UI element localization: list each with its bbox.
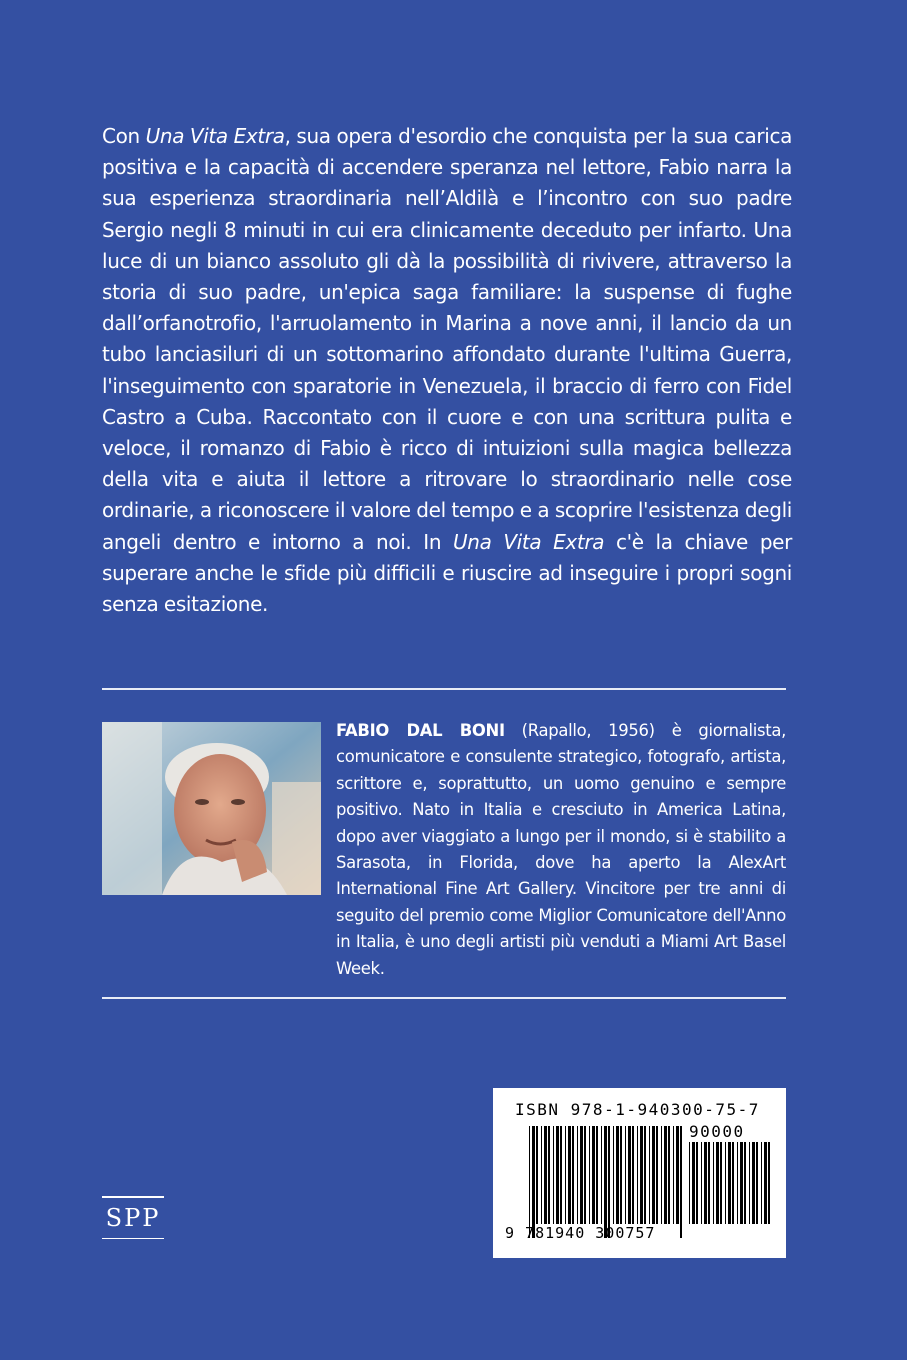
book-blurb xyxy=(102,121,792,620)
barcode-bar xyxy=(529,1126,530,1238)
isbn-label: ISBN 978-1-940300-75-7 xyxy=(515,1100,760,1119)
publisher-logo xyxy=(102,1196,164,1239)
barcode-bar xyxy=(532,1126,535,1238)
price-code: 90000 xyxy=(689,1122,745,1141)
ean-barcode xyxy=(529,1126,683,1238)
barcode-bar xyxy=(701,1142,702,1224)
divider-top xyxy=(102,688,786,690)
barcode-bar xyxy=(768,1142,770,1224)
barcode-bar xyxy=(644,1126,646,1224)
barcode-bar xyxy=(556,1126,559,1224)
author-bio-text: (Rapallo, 1956) è giornalista, comunicatore e consulente strategico, fotografo, artista, scrittore e, soprattutto, un uomo genuino e sempre positivo. Nato in Italia e cresciuto in America Latina, dopo aver viaggiato a lungo per il mondo, si è stabilito a Sarasota, in Florida, dove ha aperto la AlexArt International Fine Art Gallery. Vincitore per tre anni di seguito del premio come Miglior Comunicatore dell'Anno in Italia, è uno degli artisti più venduti a Miami Art Basel Week. xyxy=(336,721,786,978)
barcode-bar xyxy=(592,1126,595,1224)
barcode-bar xyxy=(604,1126,607,1238)
barcode-bar xyxy=(661,1126,662,1224)
barcode-bar xyxy=(628,1126,631,1224)
barcode-bar xyxy=(744,1142,746,1224)
divider-bottom xyxy=(102,997,786,999)
barcode-bar xyxy=(541,1126,542,1224)
isbn-barcode-box xyxy=(493,1088,786,1258)
blurb-text-end: c'è la chiave per superare anche le sfide più difficili e riuscire ad inseguire i propri sogni senza esitazione. xyxy=(102,529,792,617)
blurb-book-title-repeat: Una Vita Extra xyxy=(452,529,605,554)
barcode-bar xyxy=(749,1142,750,1224)
barcode-bar xyxy=(572,1126,574,1224)
barcode-bar xyxy=(752,1142,755,1224)
barcode-bar xyxy=(680,1126,682,1238)
barcode-bar xyxy=(544,1126,547,1224)
barcode-bar xyxy=(652,1126,655,1224)
barcode-bar xyxy=(620,1126,622,1224)
barcode-bar xyxy=(696,1142,698,1224)
ean-digits: 9 781940 300757 xyxy=(505,1224,656,1242)
barcode-bar xyxy=(565,1126,566,1224)
barcode-bar xyxy=(568,1126,571,1224)
barcode-bar xyxy=(596,1126,598,1224)
barcode-bar xyxy=(668,1126,670,1224)
author-name: FABIO DAL BONI xyxy=(336,721,505,740)
barcode-bar xyxy=(553,1126,554,1224)
barcode-bar xyxy=(716,1142,719,1224)
barcode-bar xyxy=(640,1126,643,1224)
author-photo xyxy=(102,722,321,895)
barcode-bar xyxy=(673,1126,674,1224)
barcode-bar xyxy=(708,1142,710,1224)
barcode-bar xyxy=(637,1126,638,1224)
barcode-bar xyxy=(740,1142,743,1224)
logo-line-bottom xyxy=(102,1238,164,1240)
barcode-bar xyxy=(764,1142,767,1224)
barcode-bar xyxy=(704,1142,707,1224)
barcode-bar xyxy=(560,1126,562,1224)
barcode-bar xyxy=(601,1126,602,1224)
barcode-bar xyxy=(649,1126,650,1224)
barcode-bar xyxy=(608,1126,610,1238)
barcode-bar xyxy=(713,1142,714,1224)
barcode-bar xyxy=(580,1126,583,1224)
barcode-bar xyxy=(584,1126,586,1224)
barcode-bar xyxy=(664,1126,667,1224)
blurb-text-start: Con xyxy=(102,124,146,148)
barcode-bar xyxy=(616,1126,619,1224)
barcode-bar xyxy=(725,1142,726,1224)
barcode-bar xyxy=(625,1126,626,1224)
barcode-bar xyxy=(732,1142,734,1224)
barcode-bar xyxy=(737,1142,738,1224)
barcode-bar xyxy=(756,1142,758,1224)
barcode-bar xyxy=(689,1142,690,1224)
barcode-bar xyxy=(548,1126,550,1224)
barcode-bar xyxy=(613,1126,614,1224)
barcode-bar xyxy=(656,1126,658,1224)
addon-barcode xyxy=(689,1142,771,1238)
barcode-bar xyxy=(632,1126,634,1224)
author-bio xyxy=(336,718,786,982)
barcode-bar xyxy=(589,1126,590,1224)
barcode-bar xyxy=(728,1142,731,1224)
blurb-text-middle: , sua opera d'esordio che conquista per la sua carica positiva e la capacità di accendere speranza nel lettore, Fabio narra la sua esperienza straordinaria nell’Aldilà e l’incontro con suo padre Sergio negli 8 minuti in cui era clinicamente deceduto per infarto. Una luce di un bianco assoluto gli dà la possibilità di rivivere, attraverso la storia di suo padre, un'epica saga familiare: la suspense di fughe dall’orfanotrofio, l'arruolamento in Marina a nove anni, il lancio da un tubo lanciasiluri di un sottomarino affondato durante l'ultima Guerra, l'inseguimento con sparatorie in Venezuela, il braccio di ferro con Fidel Castro a Cuba. Raccontato con il cuore e con una scrittura pulita e veloce, il romanzo di Fabio è ricco di intuizioni sulla magica bellezza della vita e aiuta il lettore a ritrovare lo straordinario nelle cose ordinarie, a riconoscere il valore del tempo e a scoprire l'esistenza degli angeli dentro e intorno a noi. In xyxy=(102,124,793,554)
barcode-bar xyxy=(577,1126,578,1224)
barcode-bar xyxy=(676,1126,679,1224)
barcode-bar xyxy=(720,1142,722,1224)
blurb-book-title: Una Vita Extra xyxy=(145,124,285,148)
barcode-bar xyxy=(761,1142,762,1224)
barcode-bar xyxy=(536,1126,538,1224)
barcode-bar xyxy=(692,1142,695,1224)
publisher-logo-text: SPP xyxy=(105,1203,161,1232)
